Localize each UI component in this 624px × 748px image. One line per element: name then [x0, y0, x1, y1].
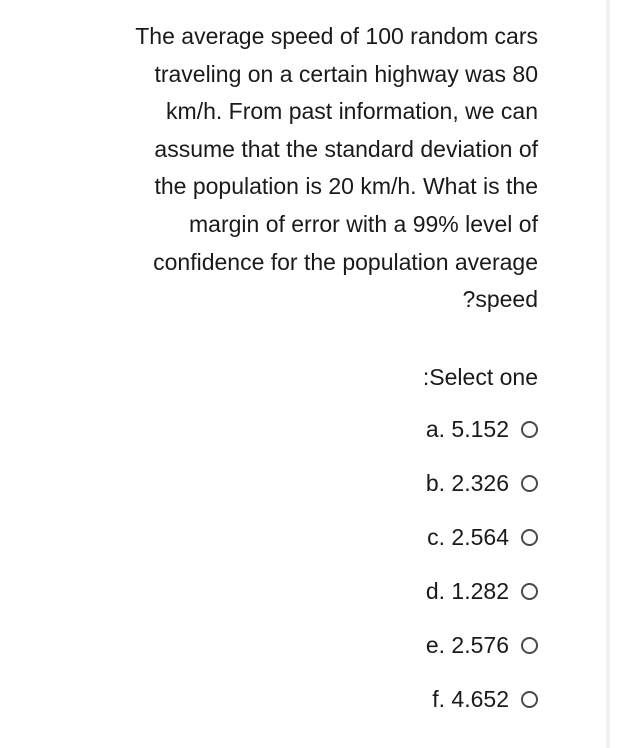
option-d[interactable]: [278, 564, 538, 618]
option-f[interactable]: [278, 672, 538, 726]
option-c[interactable]: [278, 510, 538, 564]
right-edge-divider: [606, 0, 610, 748]
option-a[interactable]: [278, 402, 538, 456]
option-label: a. 5.152: [425, 415, 509, 442]
question-line: traveling on a certain highway was 80: [154, 60, 538, 87]
question-line: the population is 20 km/h. What is the: [154, 173, 538, 200]
option-label: f. 4.652: [432, 685, 509, 712]
answer-options: [278, 402, 538, 726]
option-b[interactable]: [278, 456, 538, 510]
option-label: d. 1.282: [425, 577, 509, 604]
question-line: km/h. From past information, we can: [166, 98, 538, 125]
question-line: confidence for the population average: [153, 248, 538, 275]
option-label: c. 2.564: [427, 523, 509, 550]
option-label: b. 2.326: [425, 469, 509, 496]
question-line: margin of error with a 99% level of: [189, 210, 538, 237]
question-line: assume that the standard deviation of: [154, 135, 538, 162]
radio-icon[interactable]: [521, 583, 538, 600]
radio-icon[interactable]: [521, 475, 538, 492]
select-one-prompt: :Select one: [422, 364, 538, 390]
radio-icon[interactable]: [521, 637, 538, 654]
question-line: The average speed of 100 random cars: [135, 23, 538, 49]
radio-icon[interactable]: [521, 421, 538, 438]
question-text: [68, 18, 538, 319]
option-e[interactable]: [278, 618, 538, 672]
radio-icon[interactable]: [521, 529, 538, 546]
option-label: e. 2.576: [425, 631, 509, 658]
question-line: ?speed: [462, 286, 538, 313]
radio-icon[interactable]: [521, 691, 538, 708]
